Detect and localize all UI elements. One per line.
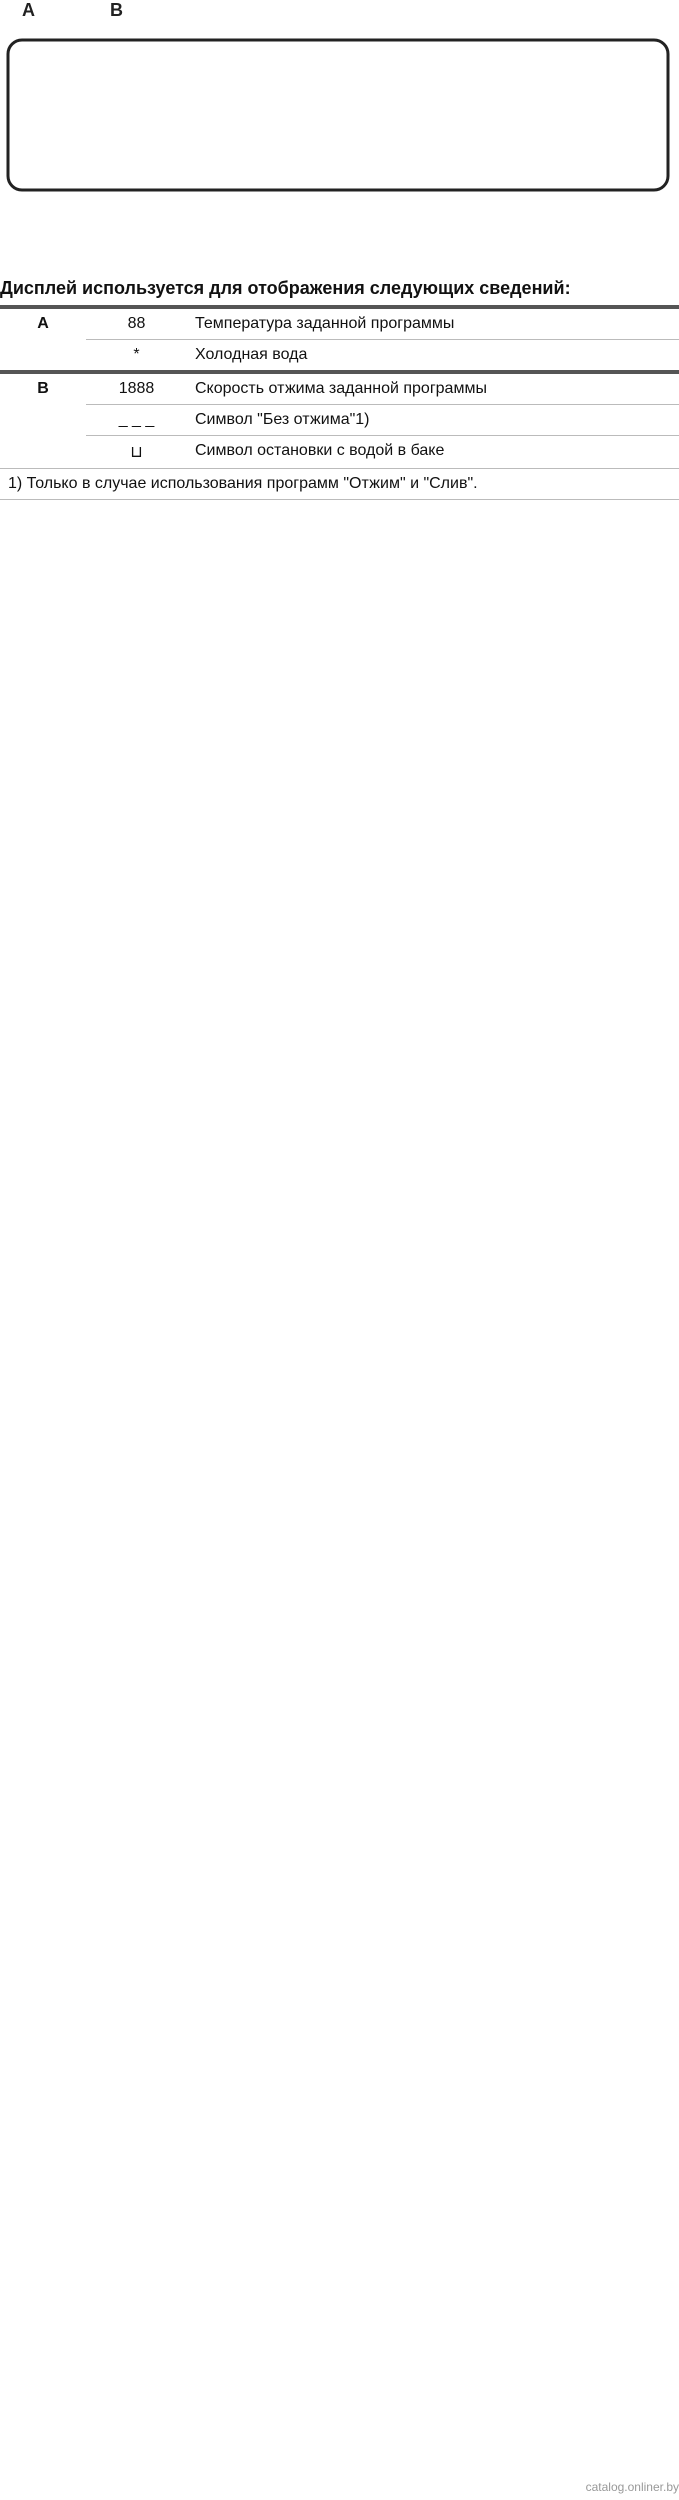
symbols-table bbox=[0, 305, 679, 500]
section-A-symbol-2: * bbox=[86, 340, 187, 373]
section-B-label: B bbox=[0, 372, 86, 469]
label-B: B bbox=[110, 0, 123, 20]
section-A-label: A bbox=[0, 307, 86, 372]
display-outline bbox=[8, 40, 668, 190]
section-A-text-1: Температура заданной программы bbox=[187, 307, 679, 340]
intro-title: Дисплей используется для отображения следующих сведений: bbox=[0, 278, 571, 298]
section-A-row-1 bbox=[0, 307, 679, 340]
section-A-symbol-1: 88 bbox=[86, 307, 187, 340]
section-B-row-1 bbox=[0, 372, 679, 405]
section-A-text-2: Холодная вода bbox=[187, 340, 679, 373]
section-B-text-1: Скорость отжима заданной программы bbox=[187, 372, 679, 405]
section-B-footnote-row bbox=[0, 469, 679, 500]
section-A-row-2 bbox=[0, 340, 679, 373]
display-diagram bbox=[0, 0, 679, 250]
section-B-symbol-2: _ _ _ bbox=[86, 405, 187, 436]
section-B-row-3 bbox=[0, 436, 679, 469]
section-B-text-3: Символ остановки с водой в баке bbox=[187, 436, 679, 469]
section-B-row-2 bbox=[0, 405, 679, 436]
section-B-symbol-1: 1888 bbox=[86, 372, 187, 405]
watermark: catalog.onliner.by bbox=[585, 2480, 679, 2494]
display-diagram-svg bbox=[0, 0, 679, 250]
section-B-text-2: Символ "Без отжима"1) bbox=[187, 405, 679, 436]
section-B-footnote: 1) Только в случае использования программ "Отжим" и "Слив". bbox=[0, 469, 679, 500]
section-B-symbol-3: ⊔ bbox=[86, 436, 187, 469]
label-A: A bbox=[22, 0, 35, 20]
